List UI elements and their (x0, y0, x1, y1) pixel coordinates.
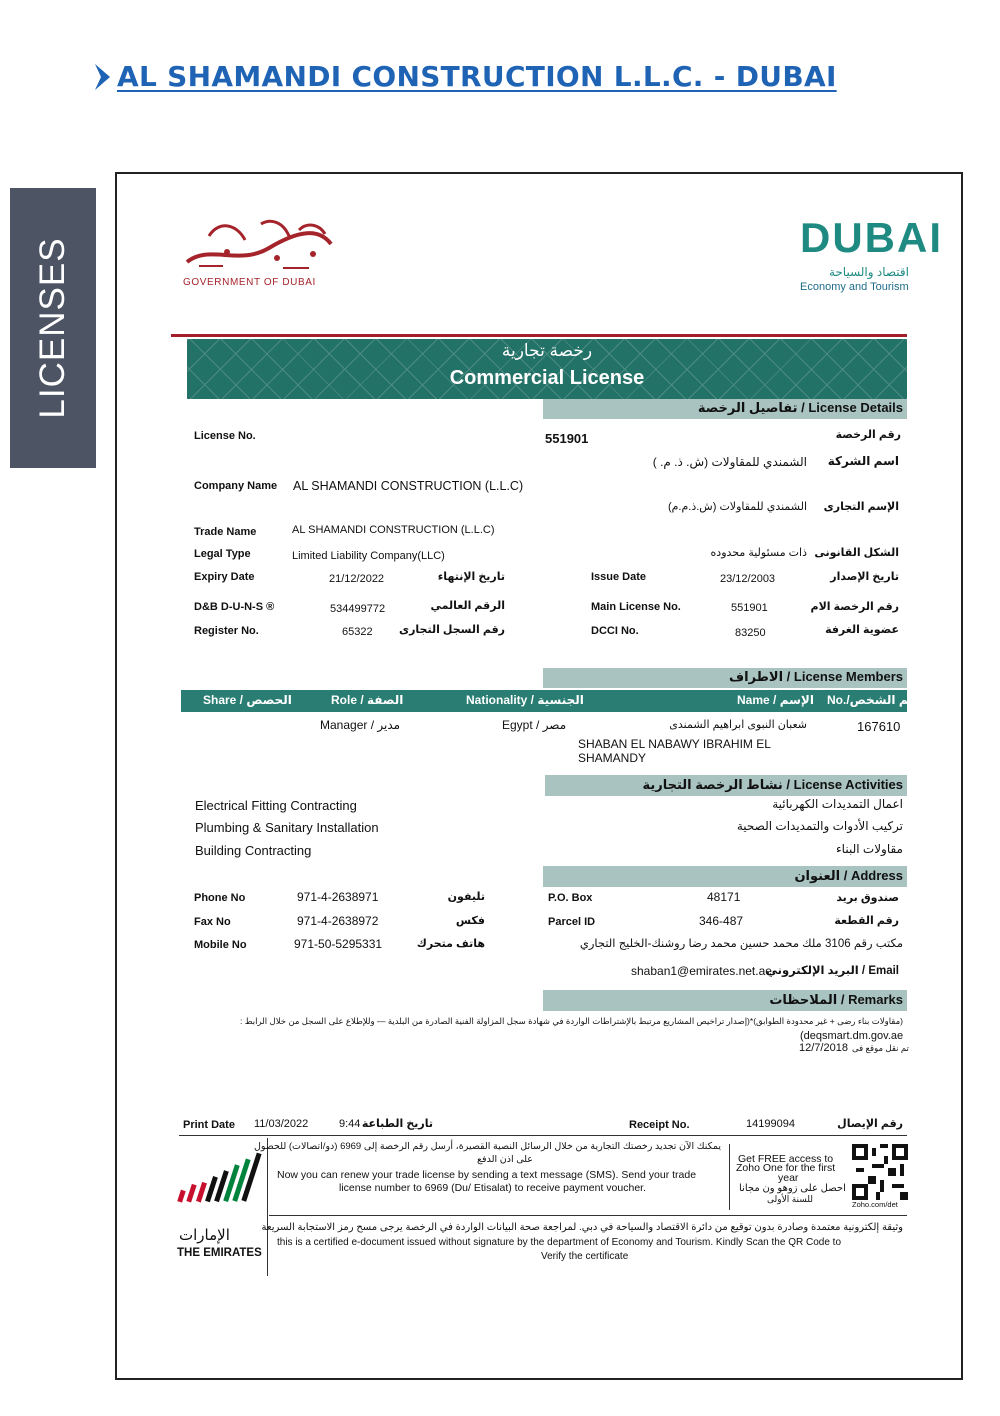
dcci-no-label-ar: عضوية الغرفة (825, 624, 899, 636)
gov-dubai-logo (179, 214, 339, 281)
issue-date-label: Issue Date (591, 571, 647, 583)
zoho-line-3: year (778, 1172, 799, 1184)
trade-name-label-ar: الإسم التجارى (823, 501, 899, 513)
emirates-stripes-icon (177, 1146, 267, 1212)
zoho-url[interactable]: Zoho.com/det (852, 1200, 898, 1209)
activity-2-en: Plumbing & Sanitary Installation (195, 820, 379, 835)
page-title: AL SHAMANDI CONSTRUCTION L.L.C. - DUBAI (117, 60, 837, 93)
license-no-value: 551901 (545, 431, 589, 446)
header-nationality: Nationality / الجنسية (466, 693, 584, 707)
parcel-value: 346-487 (699, 914, 744, 928)
footer-divider (179, 1135, 907, 1136)
legal-type-value: Limited Liability Company(LLC) (292, 550, 445, 562)
fax-label-ar: فكس (455, 915, 485, 927)
main-license-label: Main License No. (591, 601, 681, 613)
renew-en-2: license number to 6969 (Du/ Etisalat) to receive payment voucher. (339, 1182, 646, 1194)
zoho-divider (729, 1144, 730, 1210)
qr-code[interactable] (852, 1144, 908, 1200)
zoho-ar-2: للسنة الأولى (767, 1194, 814, 1204)
cert-en-1: this is a certified e-document issued without signature by the department of Economy and Tourism. Kindly Scan the QR Code to (277, 1237, 841, 1248)
qr-code-icon (852, 1144, 908, 1200)
receipt-label-ar: رقم الإيصال (837, 1118, 903, 1130)
remarks-moved-ar: تم نقل موقع فى (852, 1043, 909, 1053)
office-address-ar: مكتب رقم 3106 ملك محمد حسين محمد رضا روشنك-الخليج التجاري (579, 938, 903, 950)
mobile-value: 971-50-5295331 (294, 937, 383, 951)
sidebar-section-tab (10, 188, 96, 468)
po-box-label-ar: صندوق بريد (836, 892, 899, 904)
company-name-label-ar: اسم الشركة (827, 454, 899, 468)
license-banner (187, 339, 907, 399)
emirates-logo (177, 1146, 267, 1216)
gov-dubai-label: GOVERNMENT OF DUBAI (183, 277, 316, 288)
print-date-value: 11/03/2022 (254, 1118, 309, 1130)
receipt-label: Receipt No. (629, 1119, 690, 1131)
member-role: Manager / مدير (320, 718, 401, 732)
header-no: No./رقم الشخص (827, 693, 924, 707)
cert-ar: وثيقة إلكترونية معتمدة وصادرة بدون توقيع من دائرة الاقتصاد والسياحة في دبي. لمراجعة صحة البيانات الواردة في الرخصة يرجى مسح رمز الاستجابة السريعة (261, 1222, 903, 1233)
cert-en-2: Verify the certificate (541, 1251, 629, 1262)
register-no-label: Register No. (194, 625, 259, 637)
mobile-label: Mobile No (194, 939, 247, 951)
print-date-label: Print Date (183, 1119, 235, 1131)
license-activities-bar (545, 775, 907, 796)
member-nationality: Egypt / مصر (502, 718, 567, 732)
page-heading (92, 60, 837, 93)
activity-3-en: Building Contracting (195, 843, 312, 858)
duns-label: D&B D-U-N-S ® (194, 601, 275, 613)
main-license-label-ar: رقم الرخصة الام (810, 601, 899, 613)
company-name-value: AL SHAMANDI CONSTRUCTION (L.L.C) (293, 479, 524, 493)
legal-type-label-ar: الشكل القانونى (814, 547, 899, 559)
member-name-ar: شعبان النبوى ابراهيم الشمندى (669, 719, 807, 731)
mobile-label-ar: هاتف متحرك (416, 938, 485, 950)
address-bar (543, 866, 907, 887)
remarks-label: Remarks / الملاحظات (769, 992, 903, 1007)
zoho-line-2: Zoho One for the first (736, 1162, 836, 1174)
members-table-header (181, 690, 924, 712)
duns-label-ar: الرقم العالمي (430, 600, 505, 612)
dcci-no-label: DCCI No. (591, 625, 639, 637)
activity-2-ar: تركيب الأدوات والتمديدات الصحية (736, 819, 903, 833)
det-logo-arabic: اقتصاد والسياحة (828, 265, 909, 279)
renew-ar-2: على اذن الدفع (477, 1154, 533, 1165)
sidebar-label: LICENSES (33, 237, 72, 419)
det-logo-english: Economy and Tourism (800, 281, 909, 293)
header-role: Role / الصفة (331, 693, 404, 707)
remarks-line-2: (deqsmart.dm.gov.ae (800, 1030, 904, 1042)
duns-value: 534499772 (330, 603, 386, 615)
issue-date-value: 23/12/2003 (720, 573, 776, 585)
zoho-line-1: Get FREE access to (738, 1153, 834, 1165)
company-name-value-ar: الشمندي للمقاولات (ش. ذ. م. ) (652, 455, 807, 469)
fax-value: 971-4-2638972 (297, 914, 379, 928)
license-document (115, 172, 963, 1380)
po-box-label: P.O. Box (548, 892, 593, 904)
parcel-label: Parcel ID (548, 916, 596, 928)
print-date-label-ar: تاريخ الطباعة (361, 1118, 433, 1130)
banner-title-ar: رخصة تجارية (501, 341, 593, 360)
license-members-label: License Members / الاطراف (729, 669, 903, 684)
emirates-ar: الإمارات (179, 1227, 230, 1244)
parcel-label-ar: رقم القطعة (834, 915, 899, 927)
dcci-no-value: 83250 (735, 627, 766, 639)
activity-3-ar: مقاولات البناء (836, 842, 903, 856)
activity-1-ar: اعمال التمديدات الكهربائية (772, 797, 903, 811)
issue-date-label-ar: تاريخ الإصدار (830, 571, 899, 583)
expiry-date-label: Expiry Date (194, 571, 255, 583)
license-details-bar (543, 399, 907, 419)
member-name-en-2: SHAMANDY (578, 751, 647, 765)
license-activities-label: License Activities / نشاط الرخصة التجارية (642, 777, 903, 792)
receipt-value: 14199094 (746, 1118, 795, 1130)
fax-label: Fax No (194, 916, 231, 928)
cert-divider (269, 1215, 907, 1216)
header-name: Name / الإسم (737, 693, 814, 707)
license-details-label: License Details / تفاصيل الرخصة (697, 400, 903, 415)
banner-title-en: Commercial License (449, 367, 645, 389)
license-no-label-ar: رقم الرخصة (835, 429, 901, 441)
member-name-en-1: SHABAN EL NABAWY IBRAHIM EL (578, 737, 771, 751)
legal-type-value-ar: ذات مسئولية محدوده (710, 547, 807, 559)
remarks-bar (543, 990, 907, 1011)
trade-name-label: Trade Name (194, 526, 257, 538)
emirates-en: THE EMIRATES (177, 1247, 262, 1259)
phone-value: 971-4-2638971 (297, 890, 379, 904)
zoho-ar-1: احصل على زوهو ون مجانا (739, 1183, 846, 1194)
print-time-value: 9:44 (339, 1118, 361, 1130)
remarks-line-4: 12/7/2018 (799, 1042, 848, 1054)
member-no: 167610 (857, 719, 901, 734)
register-no-label-ar: رقم السجل التجارى (399, 624, 505, 636)
po-box-value: 48171 (707, 890, 741, 904)
email-label: Email / البريد الإلكتروني (766, 965, 899, 977)
expiry-date-label-ar: تاريخ الإنتهاء (437, 571, 505, 583)
address-label: Address / العنوان (794, 868, 903, 883)
license-no-label: License No. (194, 430, 256, 442)
renew-en-1: Now you can renew your trade license by sending a text message (SMS). Send your trade (277, 1169, 697, 1181)
email-value: shaban1@emirates.net.ae (631, 964, 772, 978)
register-no-value: 65322 (342, 626, 373, 638)
expiry-date-value: 21/12/2022 (329, 573, 385, 585)
det-logo-wordmark: DUBAI (800, 214, 943, 261)
trade-name-value: AL SHAMANDI CONSTRUCTION (L.L.C) (292, 524, 495, 536)
activity-1-en: Electrical Fitting Contracting (195, 798, 357, 813)
legal-type-label: Legal Type (194, 548, 251, 560)
phone-label-ar: تليفون (447, 891, 485, 903)
remarks-line-1: (مقاولات بناء رضى + غير محدودة الطوابق)*(إصدار تراخيص المشاريع مرتبط بالإشتراطات الواردة في شهادة سجل المزاولة الفنية الصادرة من البلدية — وللإطلاع على السجل من خلال الرابط : (240, 1016, 903, 1026)
chevron-right-icon (92, 62, 114, 92)
gov-dubai-calligraphy-icon (179, 214, 339, 276)
footer-vertical-divider (267, 1138, 268, 1276)
header-divider (171, 334, 907, 337)
header-share: Share / الحصص (203, 693, 292, 707)
trade-name-value-ar: الشمندي للمقاولات (ش.ذ.م.م) (667, 501, 807, 513)
license-members-bar (543, 668, 907, 688)
main-license-value: 551901 (731, 602, 768, 614)
company-name-label: Company Name (194, 480, 278, 492)
phone-label: Phone No (194, 892, 246, 904)
renew-ar-1: يمكنك الآن تجديد رخصتك التجارية من خلال الرسائل النصية القصيرة، أرسل رقم الرخصة إلى 6969 (دو/اتصالات) للحصول (254, 1141, 721, 1152)
